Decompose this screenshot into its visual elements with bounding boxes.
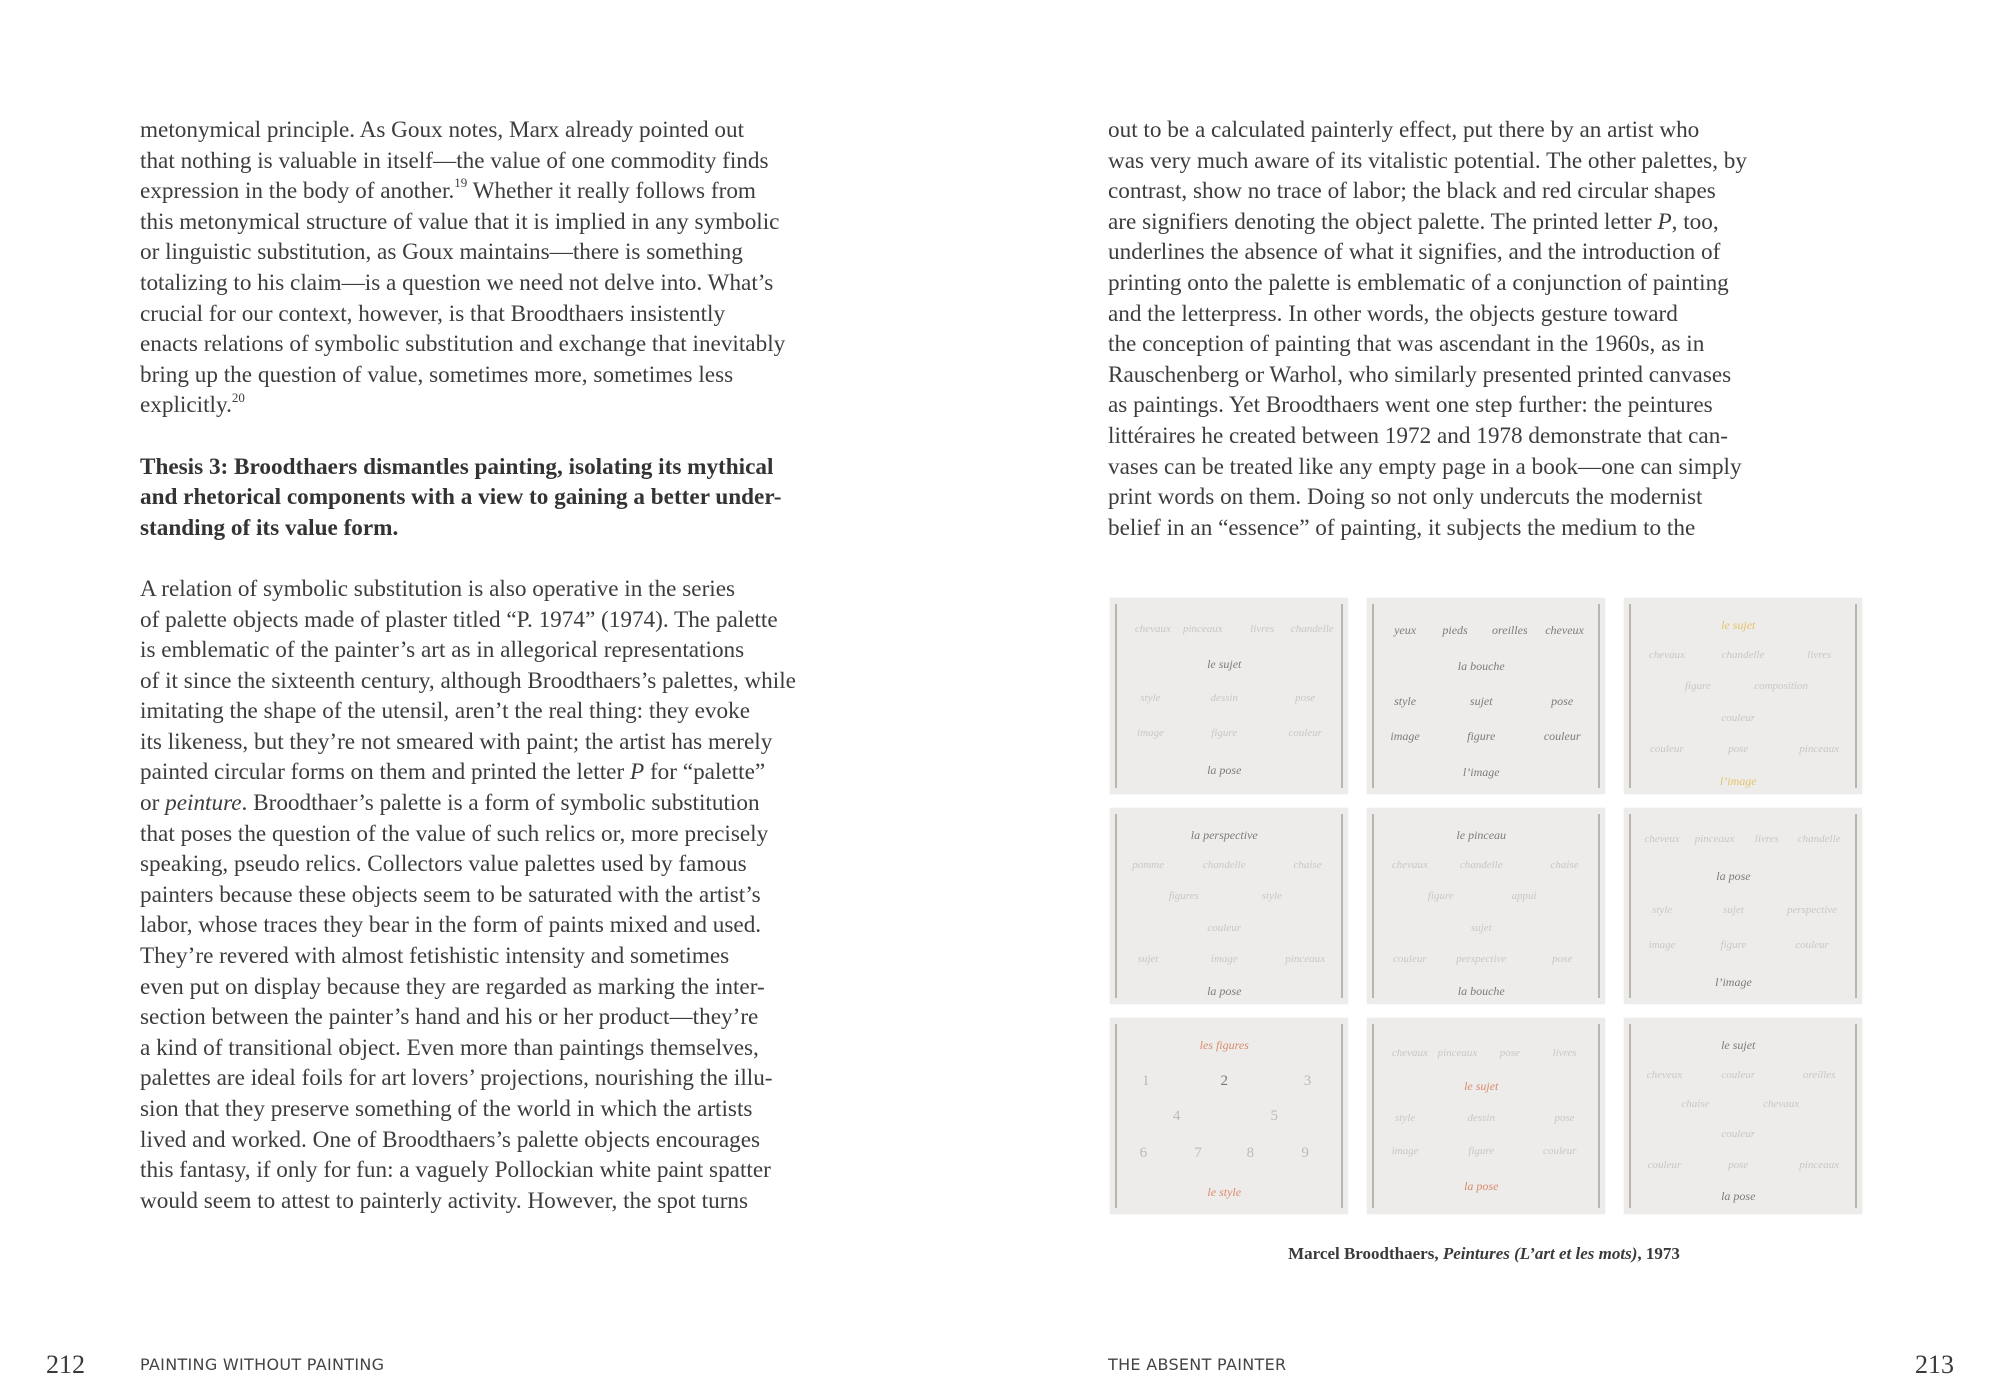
- text-line: vases can be treated like any empty page in a book—one can simply: [1108, 453, 1742, 480]
- text-line: belief in an “essence” of painting, it subjects the medium to the: [1108, 514, 1696, 541]
- panel-word: pinceaux: [1799, 1159, 1840, 1172]
- panel-word: oreilles: [1492, 623, 1528, 638]
- text-line: imitating the shape of the utensil, aren’t the real thing: they evoke: [140, 698, 750, 725]
- panel-word: 2: [1220, 1072, 1228, 1089]
- text-line: underlines the absence of what it signifies, and the introduction of: [1108, 239, 1721, 266]
- text-line: littéraires he created between 1972 and 1978 demonstrate that can-: [1108, 422, 1729, 449]
- text-fragment: . Broodthaer’s palette is a form of symbolic substitution: [241, 790, 760, 817]
- artwork-panel: [1624, 808, 1862, 1004]
- panel-word: 7: [1194, 1145, 1202, 1162]
- panel-word: figure: [1468, 1145, 1495, 1158]
- panel-word: style: [1651, 904, 1673, 917]
- text-line: of it since the sixteenth century, although Broodthaers’s palettes, while: [140, 667, 796, 694]
- text-line: Thesis 3: Broodthaers dismantles painting, isolating its mythical: [140, 453, 774, 480]
- panel-word: couleur: [1543, 729, 1581, 744]
- panel-word: pose: [1728, 1159, 1749, 1172]
- text-line: section between the painter’s hand and his or her product—they’re: [140, 1004, 759, 1031]
- panel-word: pose: [1499, 1047, 1520, 1060]
- panel-word: pomme: [1132, 858, 1164, 871]
- panel-word: couleur: [1650, 743, 1684, 756]
- artwork-panel: [1110, 808, 1348, 1004]
- panel-word: couleur: [1721, 1068, 1756, 1081]
- panel-word: sujet: [1469, 694, 1493, 709]
- text-line: bring up the question of value, sometimes more, sometimes less: [140, 361, 734, 388]
- panel-word: figure: [1720, 939, 1747, 952]
- text-line: speaking, pseudo relics. Collectors value palettes used by famous: [140, 851, 747, 878]
- text-line: this metonymical structure of value that it is implied in any symbolic: [140, 208, 780, 235]
- text-line: [1108, 207, 1868, 238]
- panel-word: sujet: [1137, 953, 1159, 966]
- panel-word: figure: [1211, 727, 1238, 740]
- panel-word: chandelle: [1290, 623, 1334, 636]
- text-line: would seem to attest to painterly activity. However, the spot turns: [140, 1187, 749, 1214]
- text-line: [140, 757, 900, 788]
- panel-word: chevaux: [1391, 858, 1428, 871]
- page-number: 212: [46, 1350, 85, 1379]
- panel-word: la pose: [1464, 1178, 1499, 1193]
- text-fragment: expression in the body of another.: [140, 178, 455, 205]
- text-line: sion that they preserve something of the world in which the artists: [140, 1096, 753, 1122]
- panel-word: 5: [1270, 1108, 1278, 1125]
- text-line: A relation of symbolic substitution is also operative in the series: [140, 575, 736, 602]
- panel-word: livres: [1754, 833, 1779, 846]
- text-line: painters because these objects seem to be saturated with the artist’s: [140, 881, 761, 908]
- text-line: a kind of transitional object. Even more than paintings themselves,: [140, 1034, 759, 1061]
- text-fragment: for “palette”: [644, 759, 766, 786]
- right-page: [1000, 0, 2000, 1400]
- panel-word: appui: [1511, 890, 1537, 903]
- panel-word: pinceaux: [1182, 623, 1223, 636]
- panel-word: dessin: [1467, 1112, 1495, 1125]
- running-head: THE ABSENT PAINTER: [1108, 1355, 1287, 1374]
- text-line: was very much aware of its vitalistic potential. The other palettes, by: [1108, 147, 1747, 174]
- panel-word: pinceaux: [1437, 1047, 1478, 1060]
- figure-caption: [1108, 1244, 1860, 1264]
- text-line: and rhetorical components with a view to gaining a better under-: [140, 484, 782, 511]
- text-line: enacts relations of symbolic substitution and exchange that inevitably: [140, 331, 786, 358]
- panel-word: couleur: [1542, 1145, 1577, 1158]
- panel-word: image: [1137, 727, 1164, 740]
- panel-word: pose: [1554, 1112, 1575, 1125]
- panel-word: livres: [1552, 1047, 1577, 1060]
- panel-word: le sujet: [1464, 1078, 1499, 1093]
- panel-word: pose: [1551, 694, 1574, 709]
- panel-word: couleur: [1207, 921, 1242, 934]
- panel-word: pose: [1295, 692, 1316, 705]
- panel-word: chevaux: [1134, 623, 1171, 636]
- paragraph-1: [140, 115, 900, 421]
- artwork-panel: [1624, 598, 1862, 794]
- italic-text: P: [629, 759, 645, 786]
- text-line: the conception of painting that was ascendant in the 1960s, as in: [1108, 331, 1705, 358]
- panel-word: perspective: [1456, 953, 1507, 966]
- panel-word: livres: [1807, 648, 1832, 661]
- panel-word: composition: [1754, 680, 1808, 693]
- text-line: or linguistic substitution, as Goux maintains—there is something: [140, 239, 743, 266]
- text-fragment: painted circular forms on them and printed the letter: [140, 759, 630, 786]
- artwork-panel: [1367, 1018, 1605, 1214]
- thesis-heading: [140, 452, 900, 544]
- right-text-column: [1108, 115, 1868, 543]
- panel-word: image: [1391, 1145, 1419, 1158]
- panel-word: couleur: [1795, 939, 1829, 952]
- text-fragment: or: [140, 790, 166, 817]
- text-line: [140, 176, 900, 207]
- text-line: metonymical principle. As Goux notes, Marx already pointed out: [140, 117, 745, 143]
- panel-word: couleur: [1647, 1159, 1682, 1172]
- text-line: [140, 788, 900, 819]
- panel-word: couleur: [1721, 1127, 1756, 1140]
- panel-word: style: [1140, 692, 1161, 705]
- text-line: lived and worked. One of Broodthaers’s palette objects encourages: [140, 1126, 761, 1153]
- spacer: [140, 421, 900, 452]
- text-line: its likeness, but they’re not smeared with paint; the artist has merely: [140, 728, 773, 755]
- text-line: out to be a calculated painterly effect, put there by an artist who: [1108, 117, 1700, 143]
- text-fragment: Whether it really follows from: [467, 178, 756, 205]
- panel-word: sujet: [1470, 921, 1492, 934]
- panel-word: oreilles: [1802, 1068, 1836, 1081]
- footnote-ref-20[interactable]: 20: [231, 389, 245, 405]
- artwork-panel: [1624, 1018, 1862, 1214]
- panel-word: la pose: [1721, 1188, 1756, 1203]
- panel-word: couleur: [1721, 711, 1756, 724]
- artwork-panel: [1367, 598, 1605, 794]
- panel-word: la pose: [1207, 762, 1242, 777]
- panel-word: style: [1394, 1112, 1416, 1125]
- text-line: print words on them. Doing so not only undercuts the modernist: [1108, 484, 1703, 511]
- panel-word: chaise: [1293, 858, 1322, 871]
- panel-word: le sujet: [1721, 617, 1756, 632]
- italic-text: peinture: [165, 790, 242, 817]
- artwork-panel: [1110, 1018, 1348, 1214]
- page-number: 213: [1915, 1350, 1954, 1379]
- text-line: palettes are ideal foils for art lovers’ projections, nourishing the illu-: [140, 1065, 773, 1092]
- text-line: as paintings. Yet Broodthaers went one step further: the peintures: [1108, 392, 1713, 419]
- panel-word: 8: [1246, 1145, 1255, 1162]
- panel-word: figures: [1168, 890, 1199, 903]
- panel-word: l’image: [1719, 774, 1757, 789]
- caption-title: Peintures (L’art et les mots): [1442, 1244, 1638, 1263]
- panel-word: la perspective: [1190, 827, 1258, 842]
- panel-word: chaise: [1681, 1098, 1710, 1111]
- panel-word: cheveux: [1545, 623, 1584, 638]
- panel-word: style: [1394, 694, 1417, 709]
- panel-word: 1: [1141, 1072, 1150, 1089]
- panel-word: pose: [1552, 953, 1573, 966]
- panel-word: figure: [1427, 890, 1454, 903]
- panel-word: style: [1261, 890, 1282, 903]
- panel-word: la bouche: [1457, 658, 1505, 673]
- panel-word: pinceaux: [1285, 953, 1326, 966]
- panel-word: sujet: [1723, 904, 1744, 917]
- left-text-column: [140, 115, 900, 1216]
- panel-word: cheveux: [1646, 1068, 1683, 1081]
- text-line: Rauschenberg or Warhol, who similarly presented printed canvases: [1108, 361, 1732, 388]
- panel-word: chaise: [1550, 858, 1579, 871]
- panel-word: chevaux: [1763, 1098, 1800, 1111]
- panel-word: la pose: [1716, 868, 1751, 883]
- text-fragment: explicitly.: [140, 392, 232, 419]
- panel-word: image: [1648, 939, 1676, 952]
- panel-word: le pinceau: [1456, 827, 1507, 842]
- text-fragment: are signifiers denoting the object palette. The printed letter: [1108, 208, 1658, 235]
- panel-word: chandelle: [1202, 858, 1246, 871]
- panel-word: image: [1210, 953, 1238, 966]
- artwork-panel: [1110, 598, 1348, 794]
- text-line: of palette objects made of plaster titled “P. 1974” (1974). The palette: [140, 606, 778, 633]
- text-line: even put on display because they are regarded as marking the inter-: [140, 973, 765, 1000]
- caption-year: , 1973: [1637, 1244, 1680, 1263]
- panel-word: chandelle: [1459, 858, 1503, 871]
- panel-word: dessin: [1210, 692, 1238, 705]
- panel-word: 4: [1172, 1108, 1181, 1125]
- panel-word: pieds: [1442, 623, 1468, 638]
- panel-word: chevaux: [1648, 648, 1685, 661]
- panel-word: cheveux: [1644, 833, 1680, 846]
- panel-word: le sujet: [1207, 656, 1242, 671]
- panel-word: perspective: [1786, 904, 1838, 917]
- panel-word: le style: [1207, 1184, 1242, 1199]
- text-line: this fantasy, if only for fun: a vaguely Pollockian white paint spatter: [140, 1157, 771, 1184]
- panel-word: 9: [1301, 1145, 1309, 1162]
- panel-word: 6: [1139, 1145, 1148, 1162]
- panel-word: la bouche: [1457, 984, 1505, 999]
- panel-word: pinceaux: [1799, 743, 1840, 756]
- footnote-ref-19[interactable]: 19: [454, 175, 468, 191]
- text-line: that nothing is valuable in itself—the value of one commodity finds: [140, 147, 769, 174]
- text-fragment: , too,: [1671, 208, 1719, 235]
- text-line: printing onto the palette is emblematic of a conjunction of painting: [1108, 269, 1729, 296]
- running-head: PAINTING WITHOUT PAINTING: [140, 1355, 385, 1374]
- panel-word: chevaux: [1391, 1047, 1428, 1060]
- text-line: is emblematic of the painter’s art as in allegorical representations: [140, 637, 745, 664]
- panel-word: couleur: [1288, 727, 1322, 740]
- text-line: standing of its value form.: [140, 514, 399, 541]
- panel-word: figure: [1684, 680, 1711, 693]
- panel-word: chandelle: [1721, 648, 1765, 661]
- caption-artist: Marcel Broodthaers,: [1288, 1244, 1443, 1263]
- panel-word: couleur: [1393, 953, 1427, 966]
- panel-word: pinceaux: [1694, 833, 1735, 846]
- spacer: [140, 543, 900, 574]
- panel-word: figure: [1467, 729, 1496, 744]
- panel-word: les figures: [1199, 1037, 1249, 1052]
- italic-text: P: [1657, 208, 1672, 235]
- panel-word: l’image: [1462, 764, 1500, 779]
- panel-word: yeux: [1394, 623, 1417, 638]
- panel-word: l’image: [1715, 974, 1752, 989]
- text-line: contrast, show no trace of labor; the black and red circular shapes: [1108, 178, 1716, 205]
- panel-word: 3: [1303, 1072, 1312, 1089]
- panel-word: image: [1390, 729, 1420, 744]
- panel-word: pose: [1728, 743, 1749, 756]
- panel-word: chandelle: [1797, 833, 1841, 846]
- text-line: totalizing to his claim—is a question we need not delve into. What’s: [140, 269, 774, 296]
- text-line: labor, whose traces they bear in the form of paints mixed and used.: [140, 912, 762, 939]
- text-line: and the letterpress. In other words, the objects gesture toward: [1108, 300, 1678, 327]
- text-line: crucial for our context, however, is that Broodthaers insistently: [140, 300, 726, 327]
- paragraph-2: [140, 574, 900, 1216]
- text-line: that poses the question of the value of such relics or, more precisely: [140, 820, 769, 847]
- text-line: [140, 390, 900, 421]
- panel-word: la pose: [1207, 984, 1242, 999]
- text-line: They’re revered with almost fetishistic intensity and sometimes: [140, 943, 730, 970]
- artwork-figure: [1110, 598, 1862, 1214]
- panel-word: livres: [1250, 623, 1275, 636]
- panel-word: le sujet: [1721, 1037, 1756, 1052]
- artwork-panel: [1367, 808, 1605, 1004]
